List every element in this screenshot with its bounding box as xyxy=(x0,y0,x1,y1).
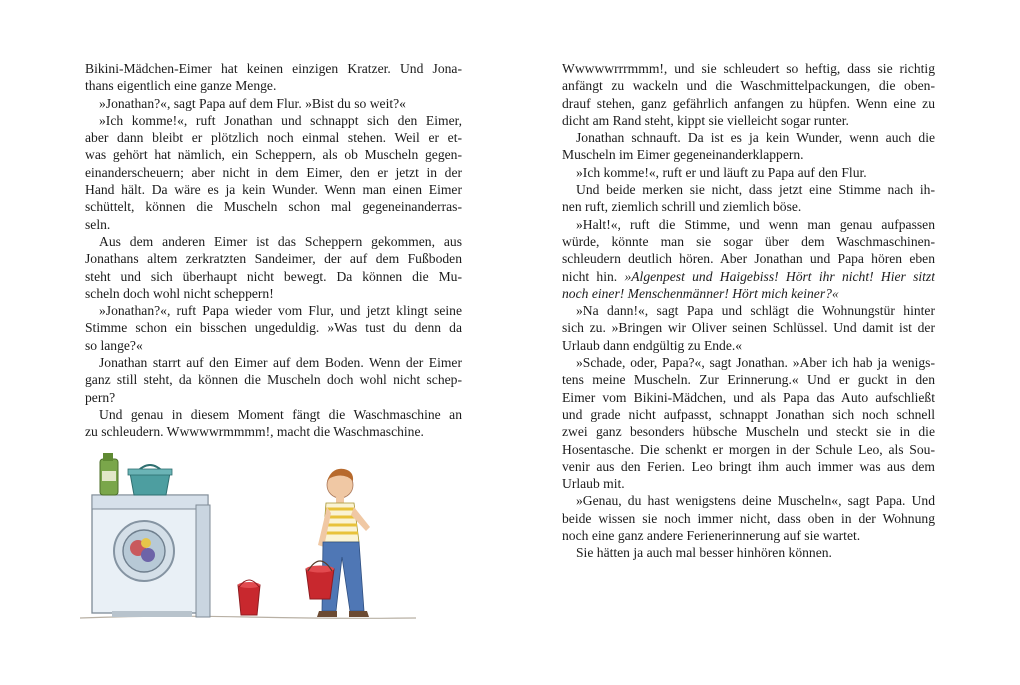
line-text: beide wissen sie noch immer nicht, dass oben in der Wohnung xyxy=(562,510,935,526)
text-line xyxy=(85,216,462,233)
text-line xyxy=(562,268,935,285)
text-line xyxy=(85,181,462,198)
text-line xyxy=(85,337,462,354)
text-line xyxy=(562,371,935,388)
line-text: »Na dann!«, sagt Papa und schlägt die Wohnungstür hinter xyxy=(576,303,935,319)
text-line xyxy=(85,354,462,371)
text-line xyxy=(85,371,462,388)
line-italic-text: »Algenpest und Haigebiss! Hört ihr nicht! Hier sitzt xyxy=(624,268,935,284)
text-line xyxy=(85,302,462,319)
text-line xyxy=(562,544,935,561)
line-text: aber dann bleibt er plötzlich noch einmal stehen. Weil er et- xyxy=(85,130,462,146)
red-bucket-in-hand-icon xyxy=(306,561,334,599)
text-line xyxy=(562,510,935,527)
text-line xyxy=(85,60,462,77)
text-line xyxy=(562,285,935,302)
line-text: so lange?« xyxy=(85,337,143,353)
text-line xyxy=(562,112,935,129)
text-line xyxy=(562,198,935,215)
line-text: Urlaub dann endgültig zu Ende.« xyxy=(562,337,743,353)
text-line xyxy=(85,285,462,302)
line-text: Und beide merken sie nicht, dass jetzt eine Stimme nach ih- xyxy=(576,182,935,198)
text-line xyxy=(562,250,935,267)
line-text: Hand hält. Da wäre es ja kein Wunder. Wenn man einen Eimer xyxy=(85,182,462,198)
line-text: dicht am Rand steht, kippt sie vielleicht sogar runter. xyxy=(562,112,849,128)
text-line xyxy=(562,458,935,475)
text-line xyxy=(562,146,935,163)
line-text: Bikini-Mädchen-Eimer hat keinen einzigen Kratzer. Und Jona- xyxy=(85,61,462,76)
text-line xyxy=(562,77,935,94)
line-text: »Schade, oder, Papa?«, sagt Jonathan. »Aber ich hab ja wenigs- xyxy=(576,355,935,371)
text-line xyxy=(85,129,462,146)
text-line xyxy=(562,216,935,233)
line-text: noch eine ganz andere Ferienerinnerung auf sie wartet. xyxy=(562,528,861,544)
line-text: ganz still steht, da können die Muscheln doch wohl nicht schep- xyxy=(85,372,462,388)
text-line xyxy=(562,337,935,354)
line-text: drauf stehen, ganz gefährlich anfangen zu hüpfen. Wenn eine zu xyxy=(562,95,935,111)
text-line xyxy=(562,527,935,544)
line-text: schleudern deutlich hören. Aber Jonathan und Papa hören eben xyxy=(562,251,935,267)
text-line xyxy=(562,181,935,198)
text-line xyxy=(562,95,935,112)
line-text: »Ich komme!«, ruft Jonathan und schnappt sich den Eimer, xyxy=(99,112,462,128)
detergent-bottle-icon xyxy=(100,453,118,495)
line-text: was gehört hat nämlich, ein Scheppern, als ob Muscheln gegen- xyxy=(85,147,462,163)
line-text: Jonathan starrt auf den Eimer auf dem Boden. Wenn der Eimer xyxy=(99,355,462,371)
text-line xyxy=(85,112,462,129)
line-text: Jonathans altem zerkratzten Sandeimer, der auf dem Fußboden xyxy=(85,251,462,267)
text-line xyxy=(85,423,462,440)
line-text: Muscheln im Eimer gegeneinanderklappern. xyxy=(562,147,804,163)
text-line xyxy=(85,319,462,336)
text-line xyxy=(85,77,462,94)
text-line xyxy=(562,406,935,423)
text-line xyxy=(562,441,935,458)
line-text: zu schleudern. Wwwwwrmmmm!, macht die Waschmaschine. xyxy=(85,424,424,440)
line-text: nicht hin. xyxy=(562,268,625,284)
washing-machine-icon xyxy=(92,495,210,617)
line-text: anfängt zu wackeln und die Waschmittelpackungen, die oben- xyxy=(562,78,935,94)
line-text: Urlaub mit. xyxy=(562,476,625,492)
right-page-text xyxy=(562,60,935,562)
text-line xyxy=(562,129,935,146)
line-text: würde, könnte man sie sogar über dem Waschmaschinen- xyxy=(562,233,935,249)
line-text: Und genau in diesem Moment fängt die Waschmaschine an xyxy=(99,406,462,422)
line-text: Stimme schon ein bisschen ungeduldig. »Was tust du denn da xyxy=(85,320,462,336)
text-line xyxy=(85,389,462,406)
text-line xyxy=(562,389,935,406)
text-line xyxy=(562,319,935,336)
laundry-basket-icon xyxy=(128,465,172,495)
left-page-text xyxy=(85,60,462,441)
boy-washing-machine-illustration xyxy=(78,447,418,627)
line-text: Jonathan schnauft. Da ist es ja kein Wunder, wenn auch die xyxy=(576,130,935,146)
text-line xyxy=(85,146,462,163)
text-line xyxy=(562,233,935,250)
text-line xyxy=(562,423,935,440)
line-text: schüttelt, können die Muscheln schon mal gegeneinanderras- xyxy=(85,199,462,215)
text-line xyxy=(562,354,935,371)
text-line xyxy=(562,492,935,509)
line-text: zwei ganz besonders hübsche Muscheln und steckt sie in die xyxy=(562,424,935,440)
text-line xyxy=(562,475,935,492)
text-line xyxy=(562,302,935,319)
text-line xyxy=(562,164,935,181)
line-text: »Jonathan?«, ruft Papa wieder vom Flur, und jetzt klingt seine xyxy=(99,303,462,319)
line-text: Aus dem anderen Eimer ist das Scheppern gekommen, aus xyxy=(99,233,462,249)
text-line xyxy=(85,406,462,423)
line-text: Eimer vom Bikini-Mädchen, und als Papa das Auto aufschließt xyxy=(562,389,935,405)
line-text: Sie hätten ja auch mal besser hinhören können. xyxy=(576,545,832,561)
line-text: venir aus den Ferien. Leo bringt ihm auch immer was aus dem xyxy=(562,458,935,474)
line-text: »Halt!«, ruft die Stimme, und wenn man genau aufpassen xyxy=(576,216,935,232)
line-text: Wwwwwrrrmmm!, und sie schleudert so heftig, dass sie richtig xyxy=(562,61,935,76)
red-bucket-floor-icon xyxy=(238,580,260,615)
text-line xyxy=(85,95,462,112)
line-text: »Ich komme!«, ruft er und läuft zu Papa auf den Flur. xyxy=(576,164,867,180)
line-text: nen ruft, ziemlich schrill und ziemlich böse. xyxy=(562,199,802,215)
line-text: steht und sich überhaupt nicht bewegt. Da können die Mu- xyxy=(85,268,462,284)
text-line xyxy=(85,198,462,215)
line-italic-text: noch einer! Menschenmänner! Hört mich keiner?« xyxy=(562,285,839,301)
line-text: einanderscheuern; aber nicht in dem Eimer, den er jetzt in der xyxy=(85,164,462,180)
line-text: seln. xyxy=(85,216,111,232)
line-text: und grade nicht aufpasst, schnappt Jonathan sich noch schnell xyxy=(562,406,935,422)
text-line xyxy=(85,250,462,267)
text-line xyxy=(85,164,462,181)
text-line xyxy=(85,268,462,285)
text-line xyxy=(562,60,935,77)
line-text: tens meine Muscheln. Zur Erinnerung.« Und er guckt in den xyxy=(562,372,935,388)
line-text: scheln doch wohl nicht scheppern! xyxy=(85,285,274,301)
line-text: thans eigentlich eine ganze Menge. xyxy=(85,78,277,94)
line-text: Hosentasche. Die schenkt er morgen in der Schule Leo, als Sou- xyxy=(562,441,935,457)
line-text: »Genau, du hast wenigstens deine Muscheln«, sagt Papa. Und xyxy=(576,493,935,509)
line-text: »Jonathan?«, sagt Papa auf dem Flur. »Bist du so weit?« xyxy=(99,95,406,111)
line-text: pern? xyxy=(85,389,116,405)
line-text: sich zu. »Bringen wir Oliver seinen Schlüssel. Und damit ist der xyxy=(562,320,935,336)
text-line xyxy=(85,233,462,250)
